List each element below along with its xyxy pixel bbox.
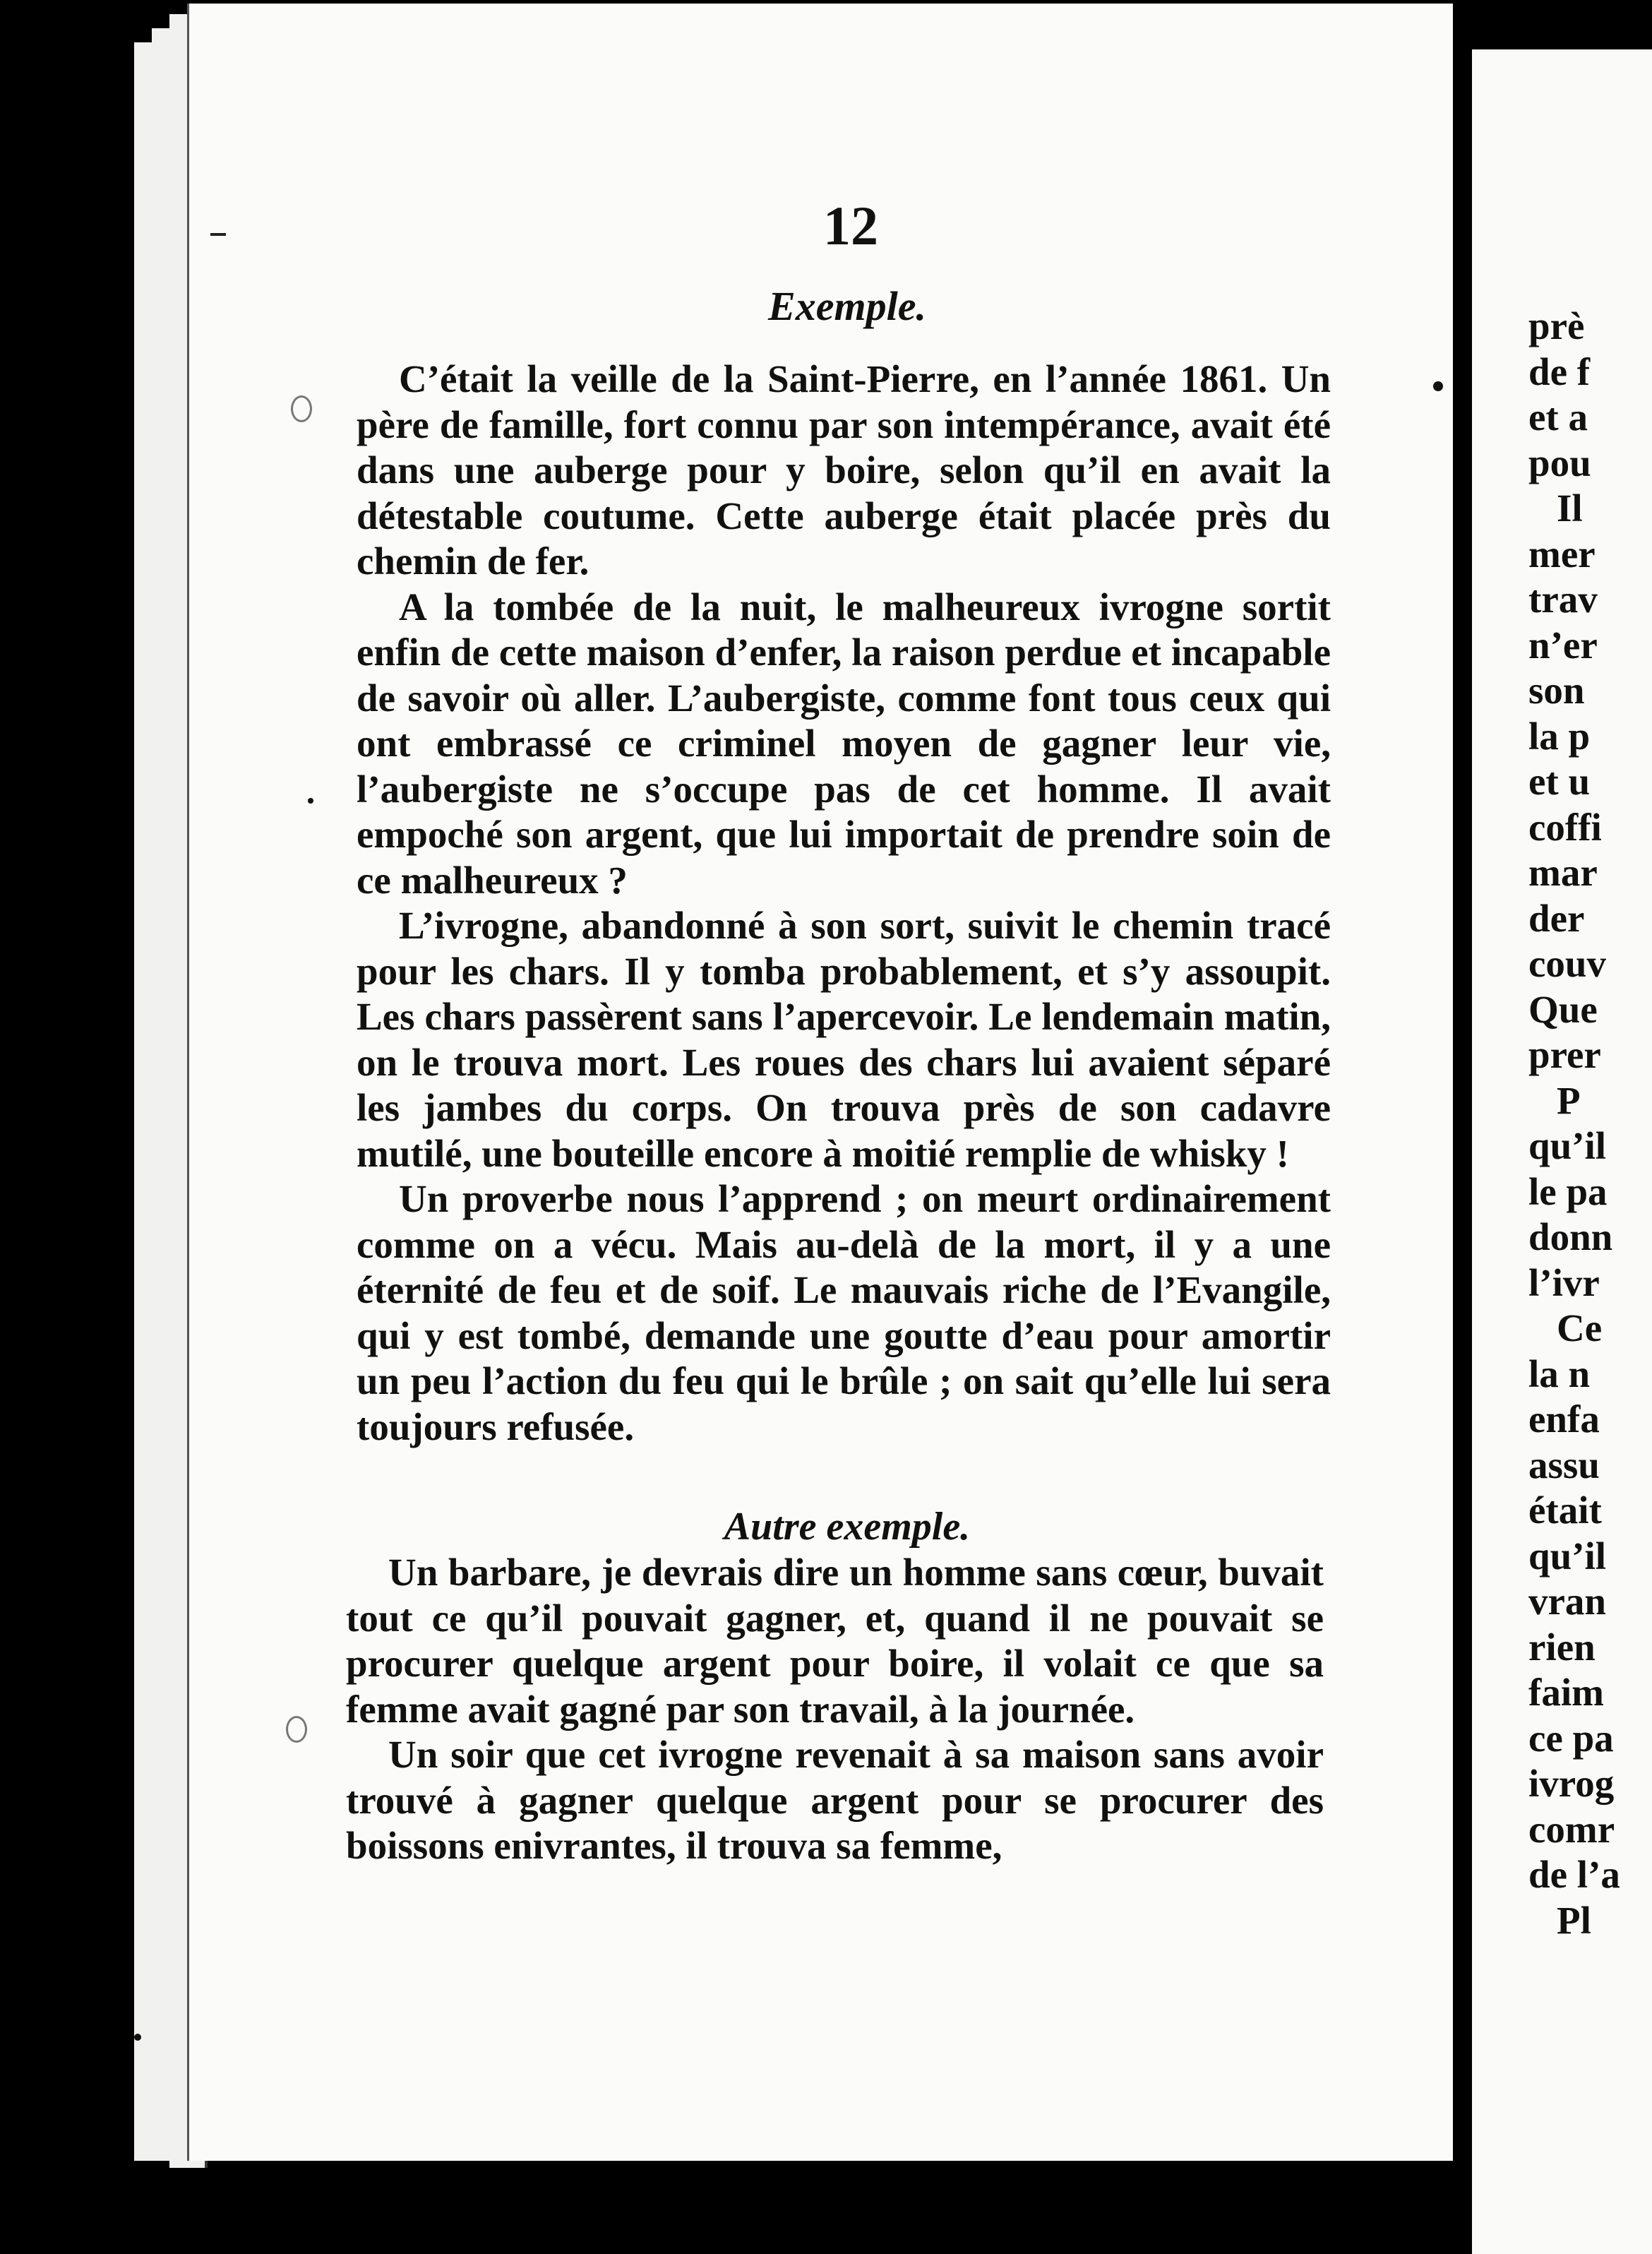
text-fragment: Pl — [1557, 1898, 1591, 1942]
text-fragment: donn — [1528, 1215, 1613, 1258]
text-fragment: ivrog — [1528, 1762, 1615, 1805]
text-fragment: der — [1528, 896, 1585, 940]
text-fragment: la n — [1528, 1352, 1591, 1395]
text-fragment: Que — [1528, 987, 1598, 1031]
binding-hole — [286, 1716, 307, 1743]
margin-mark — [210, 233, 226, 236]
text-fragment: prer — [1528, 1033, 1601, 1076]
text-block — [346, 1550, 1324, 1869]
section-heading: Exemple. — [768, 283, 926, 329]
text-fragment: vran — [1528, 1580, 1606, 1623]
text-fragment: qu’il — [1528, 1534, 1607, 1578]
text-fragment: qu’il — [1528, 1124, 1607, 1167]
text-fragment: de f — [1528, 350, 1591, 393]
text-fragment: comr — [1528, 1807, 1615, 1851]
text-fragment: couv — [1528, 942, 1606, 985]
text-fragment: prè — [1528, 304, 1585, 347]
text-fragment: mar — [1528, 851, 1598, 894]
margin-mark — [308, 798, 313, 804]
paragraph: A la tombée de la nuit, le malheureux ivrogne sortit enfin de cette maison d’enfer, la raison perdue et incapable de savoir où aller. L’aubergiste, comme font tous ceux qui ont embrassé ce criminel moyen de gagner leur vie, l’aubergiste ne s’occupe pas de cet homme. Il avait empoché son argent, que lui importait de prendre soin de ce malheureux ? — [357, 585, 1331, 902]
text-fragment: n’er — [1528, 623, 1598, 667]
paragraph: Un proverbe nous l’apprend ; on meurt ordinairement comme on a vécu. Mais au-delà de la mort, il y a une éternité de feu et de soif. Le mauvais riche de l’Evangile, qui y est tombé, demande une goutte d’eau pour amortir un peu l’action du feu qui le brûle ; on sait qu’elle lui sera toujours refusée. — [357, 1177, 1331, 1448]
paragraph: C’était la veille de la Saint-Pierre, en l’année 1861. Un père de famille, fort connu par son intempérance, avait été dans une auberge pour y boire, selon qu’il en avait la détestable coutume. Cette auberge était placée près du chemin de fer. — [357, 357, 1331, 583]
text-fragment: le pa — [1528, 1169, 1608, 1213]
text-fragment: P — [1557, 1078, 1581, 1122]
text-fragment: enfa — [1528, 1397, 1600, 1441]
text-fragment: mer — [1528, 532, 1596, 576]
page-number: 12 — [823, 195, 878, 256]
text-fragment: Il — [1557, 487, 1583, 530]
text-fragment: trav — [1528, 578, 1598, 621]
paragraph: Un barbare, je devrais dire un homme sans cœur, buvait tout ce qu’il pouvait gagner, et, quand il ne pouvait se procurer quelque argent pour boire, il volait ce que sa femme avait gagné par son travail, à la journée. — [346, 1551, 1324, 1731]
paragraph: Un soir que cet ivrogne revenait à sa maison sans avoir trouvé à gagner quelque argent pour se procurer des boissons enivrantes, il trouva sa femme, — [346, 1733, 1324, 1867]
right-page-text — [1528, 304, 1652, 1943]
margin-mark — [1433, 381, 1443, 391]
text-fragment: coffi — [1528, 805, 1602, 849]
text-fragment: de l’a — [1528, 1853, 1620, 1896]
text-fragment: et u — [1528, 760, 1591, 803]
text-fragment: la p — [1528, 714, 1591, 758]
section-heading: Autre exemple. — [724, 1505, 971, 1549]
margin-mark — [134, 2034, 141, 2041]
text-fragment: l’ivr — [1528, 1260, 1600, 1304]
text-block — [357, 357, 1331, 1450]
paragraph: L’ivrogne, abandonné à son sort, suivit le chemin tracé pour les chars. Il y tomba probablement, et s’y assoupit. Les chars passèrent sans l’apercevoir. Le lendemain matin, on le trouva mort. Les roues des chars lui avaient séparé les jambes du corps. On trouva près de son cadavre mutilé, une bouteille encore à moitié remplie de whisky ! — [357, 904, 1331, 1175]
binding-hole — [291, 395, 312, 422]
text-fragment: ce pa — [1528, 1716, 1614, 1760]
text-fragment: son — [1528, 669, 1585, 712]
text-fragment: Ce — [1557, 1306, 1603, 1349]
text-fragment: rien — [1528, 1625, 1596, 1669]
text-fragment: faim — [1528, 1671, 1604, 1714]
text-fragment: assu — [1528, 1443, 1600, 1486]
text-fragment: et a — [1528, 395, 1588, 439]
text-fragment: pou — [1528, 441, 1591, 484]
text-fragment: était — [1528, 1489, 1602, 1532]
